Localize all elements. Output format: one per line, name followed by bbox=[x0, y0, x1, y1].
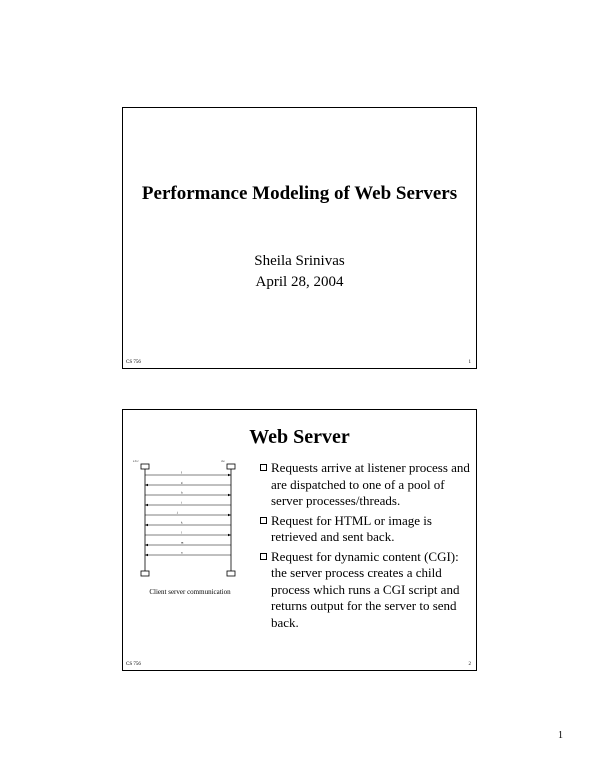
message-label-5: j bbox=[177, 510, 178, 515]
page-number: 1 bbox=[558, 730, 563, 741]
arrowhead-1 bbox=[228, 474, 231, 476]
arrowhead-4 bbox=[145, 504, 148, 506]
slide-1 bbox=[122, 107, 477, 369]
message-label-8: m bbox=[181, 540, 184, 545]
client-box-bottom bbox=[141, 571, 149, 576]
slide-1-date: April 28, 2004 bbox=[255, 274, 344, 290]
arrowhead-8 bbox=[145, 544, 148, 546]
checkbox-bullet-icon bbox=[260, 517, 267, 524]
arrowhead-7 bbox=[228, 534, 231, 536]
message-label-7: l bbox=[181, 530, 182, 535]
bullet-item bbox=[260, 549, 475, 632]
server-box-bottom bbox=[227, 571, 235, 576]
message-label-2: g bbox=[181, 480, 183, 485]
server-label: d e bbox=[221, 459, 225, 463]
message-label-9: n bbox=[181, 550, 183, 555]
bullet-text: Requests arrive at listener process and are dispatched to one of a pool of server processes/threads. bbox=[271, 460, 470, 508]
bullet-item bbox=[260, 460, 475, 510]
message-label-6: k bbox=[181, 520, 183, 525]
message-label-3: h bbox=[181, 490, 183, 495]
bullet-text: Request for HTML or image is retrieved and sent back. bbox=[271, 512, 432, 544]
diagram-caption: Client server communication bbox=[149, 588, 231, 596]
client-label: a b c bbox=[133, 459, 139, 463]
slide-1-title: Performance Modeling of Web Servers bbox=[141, 183, 458, 204]
slide-2 bbox=[122, 409, 477, 671]
slide-1-author: Sheila Srinivas bbox=[254, 253, 345, 269]
server-box-top bbox=[227, 464, 235, 469]
bullet-list bbox=[260, 460, 475, 634]
arrowhead-9 bbox=[145, 554, 148, 556]
slide-1-footer-page: 1 bbox=[468, 360, 471, 365]
client-box-top bbox=[141, 464, 149, 469]
arrowhead-5 bbox=[228, 514, 231, 516]
slide-2-footer-page: 2 bbox=[468, 662, 471, 667]
slide-1-footer-course: CS 756 bbox=[126, 360, 141, 365]
client-server-diagram bbox=[131, 458, 249, 583]
arrowhead-2 bbox=[145, 484, 148, 486]
bullet-text: Request for dynamic content (CGI): the server process creates a child process which runs a CGI script and returns output for the server to send back. bbox=[271, 548, 460, 630]
arrowhead-3 bbox=[228, 494, 231, 496]
arrowhead-6 bbox=[145, 524, 148, 526]
message-label-1: f bbox=[181, 470, 182, 475]
slide-2-title: Web Server bbox=[249, 426, 350, 448]
slide-2-footer-course: CS 756 bbox=[126, 662, 141, 667]
bullet-item bbox=[260, 513, 475, 546]
checkbox-bullet-icon bbox=[260, 553, 267, 560]
message-label-4: i bbox=[181, 500, 182, 505]
checkbox-bullet-icon bbox=[260, 464, 267, 471]
